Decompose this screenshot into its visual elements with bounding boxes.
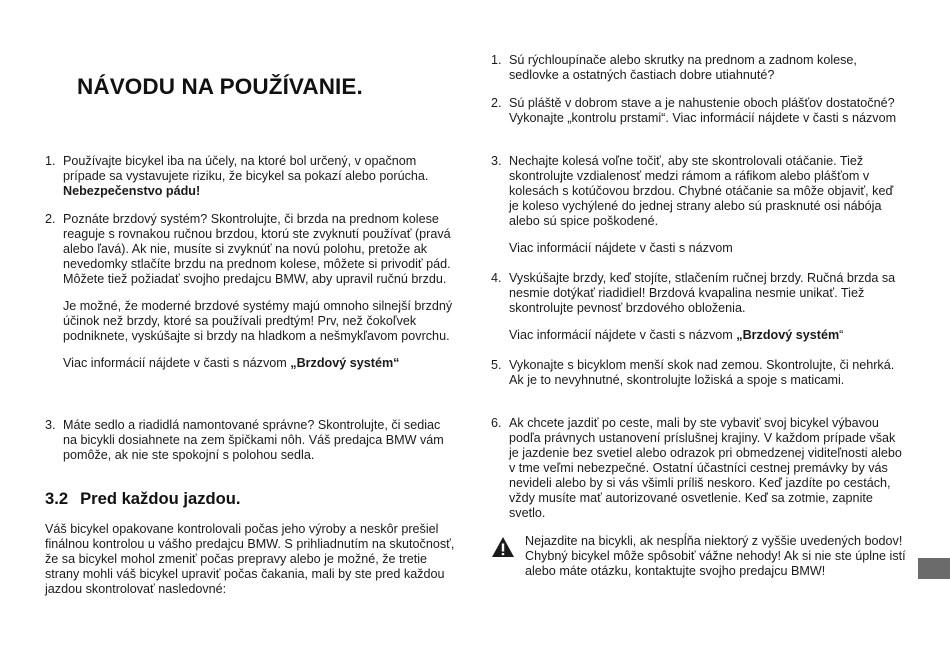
list-number: 3. — [491, 154, 502, 168]
section-title: Pred každou jazdou. — [80, 489, 241, 508]
list-text: Používajte bicykel iba na účely, na ktoré bol určený, v opačnom prípade sa vystavujete riziku, že bicykel sa pokazí alebo porúcha. — [63, 154, 429, 183]
reference-bold: „Brzdový systém“ — [290, 356, 400, 370]
list-text: Máte sedlo a riadidlá namontované správne? Skontrolujte, či sediac na bicykli dosiahnete na zem špičkami nôh. Váš predajca BMW vám pomôže, ak nie ste spokojní s polohou sedla. — [63, 418, 444, 462]
reference-text: Viac informácií nájdete v časti s názvom — [509, 328, 737, 342]
section-number: 3.2 — [45, 489, 69, 508]
list-text: Ak chcete jazdiť po ceste, mali by ste vybaviť svoj bicykel výbavou podľa právnych ustanovení príslušnej krajiny. V každom prípade však je jazdenie bez svetiel alebo odrazok pri obmedzenej viditeľnosti alebo v tme veľmi nebezpečné. Ostatní účastníci cestnej premávky by vás nevideli alebo by si vás všimli príliš neskoro. Keď jazdíte po cestách, vždy musíte mať autorizované osvetlenie. Keď sa zotmie, zapnite svetlo. — [509, 416, 902, 520]
list-item — [45, 154, 455, 199]
page-title: NÁVODU NA POUŽÍVANIE. — [77, 74, 363, 99]
reference-text: Viac informácií nájdete v časti s názvom — [509, 241, 733, 255]
list-paragraph: Nechajte kolesá voľne točiť, aby ste skontrolovali otáčanie. Tiež skontrolujte vzdialenosť medzi rámom a ráfikom alebo plášťom v kolesách s kotúčovou brzdou. Chybné otáčanie sa môže objaviť, keď je koleso vychýlené do jednej strany alebo sú prasknuté osi nábója alebo sú spice poškodené. — [509, 154, 894, 228]
list-number: 2. — [491, 96, 502, 110]
reference-quote-end: “ — [839, 328, 844, 342]
list-item — [491, 53, 906, 83]
danger-emphasis: Nebezpečenstvo pádu! — [63, 184, 201, 198]
list-item — [45, 418, 455, 463]
list-paragraph: Vyskúšajte brzdy, keď stojíte, stlačením ručnej brzdy. Ručná brzda sa nesmie dotýkať riadidiel! Brzdová kvapalina nesmie unikať. Tiež skontrolujte pevnosť brzdového obloženia. — [509, 271, 896, 315]
warning-text: Nejazdite na bicykli, ak nespĺňa niektorý z vyššie uvedených bodov! Chybný bicykel môže spôsobiť vážne nehody! Ak si nie ste úplne istí alebo máte otázku, kontaktujte svojho predajcu BMW! — [525, 534, 906, 578]
list-item — [491, 358, 906, 388]
warning-triangle-icon — [491, 536, 515, 558]
list-item — [45, 212, 455, 371]
list-text: Sú pláště v dobrom stave a je nahustenie oboch plášťov dostatočné? Vykonajte „kontrolu prstami“. Viac informácií nájdete v časti s názvom — [509, 96, 897, 125]
warning-note — [491, 534, 906, 579]
list-item — [491, 96, 906, 126]
list-item — [491, 154, 906, 256]
list-number: 1. — [45, 154, 56, 168]
section-intro: Váš bicykel opakovane kontrolovali počas jeho výroby a neskôr prešiel finálnou kontrolou u vášho predajcu BMW. S prihliadnutím na skutočnosť, že sa bicykel mohol zmeniť počas prepravy alebo je možné, že tretie strany mohli váš bicykel upraviť počas čakania, mali by ste pred každou jazdou skontrolovať nasledovné: — [45, 522, 455, 596]
list-paragraph: Poznáte brzdový systém? Skontrolujte, či brzda na prednom kolese reaguje s rovnakou ručnou brzdou, ktorú ste zvyknutí používať (pravá alebo ľavá). Ak nie, musíte si zvyknúť na novú polohu, pretože ak nevedomky stlačíte brzdu na prednom kolese, môžete si privodiť pád. Môžete tiež požiadať svojho predajcu BMW, aby upravil ručnú brzdu. — [63, 212, 451, 286]
reference-bold: „Brzdový systém — [736, 328, 840, 342]
list-number: 1. — [491, 53, 502, 67]
list-text: Sú rýchloupínače alebo skrutky na prednom a zadnom kolese, sedlovke a ostatných častiach dobre utiahnuté? — [509, 53, 857, 82]
list-number: 5. — [491, 358, 502, 372]
list-number: 2. — [45, 212, 56, 226]
list-text: Vykonajte s bicyklom menší skok nad zemou. Skontrolujte, či nehrká. Ak je to nevyhnutné, skontrolujte ložiská a spoje s maticami. — [509, 358, 895, 387]
list-number: 4. — [491, 271, 502, 285]
section-heading — [45, 489, 241, 509]
chapter-tab-marker — [918, 558, 950, 579]
list-item — [491, 271, 906, 343]
list-number: 6. — [491, 416, 502, 430]
list-item — [491, 416, 906, 521]
reference-text: Viac informácií nájdete v časti s názvom — [63, 356, 291, 370]
list-paragraph: Je možné, že moderné brzdové systémy majú omnoho silnejší brzdný účinok než brzdy, ktoré sa používali predtým! Prv, než čokoľvek podniknete, vyskúšajte si brzdy na hladkom a nešmykľavom povrchu. — [63, 299, 453, 343]
list-number: 3. — [45, 418, 56, 432]
